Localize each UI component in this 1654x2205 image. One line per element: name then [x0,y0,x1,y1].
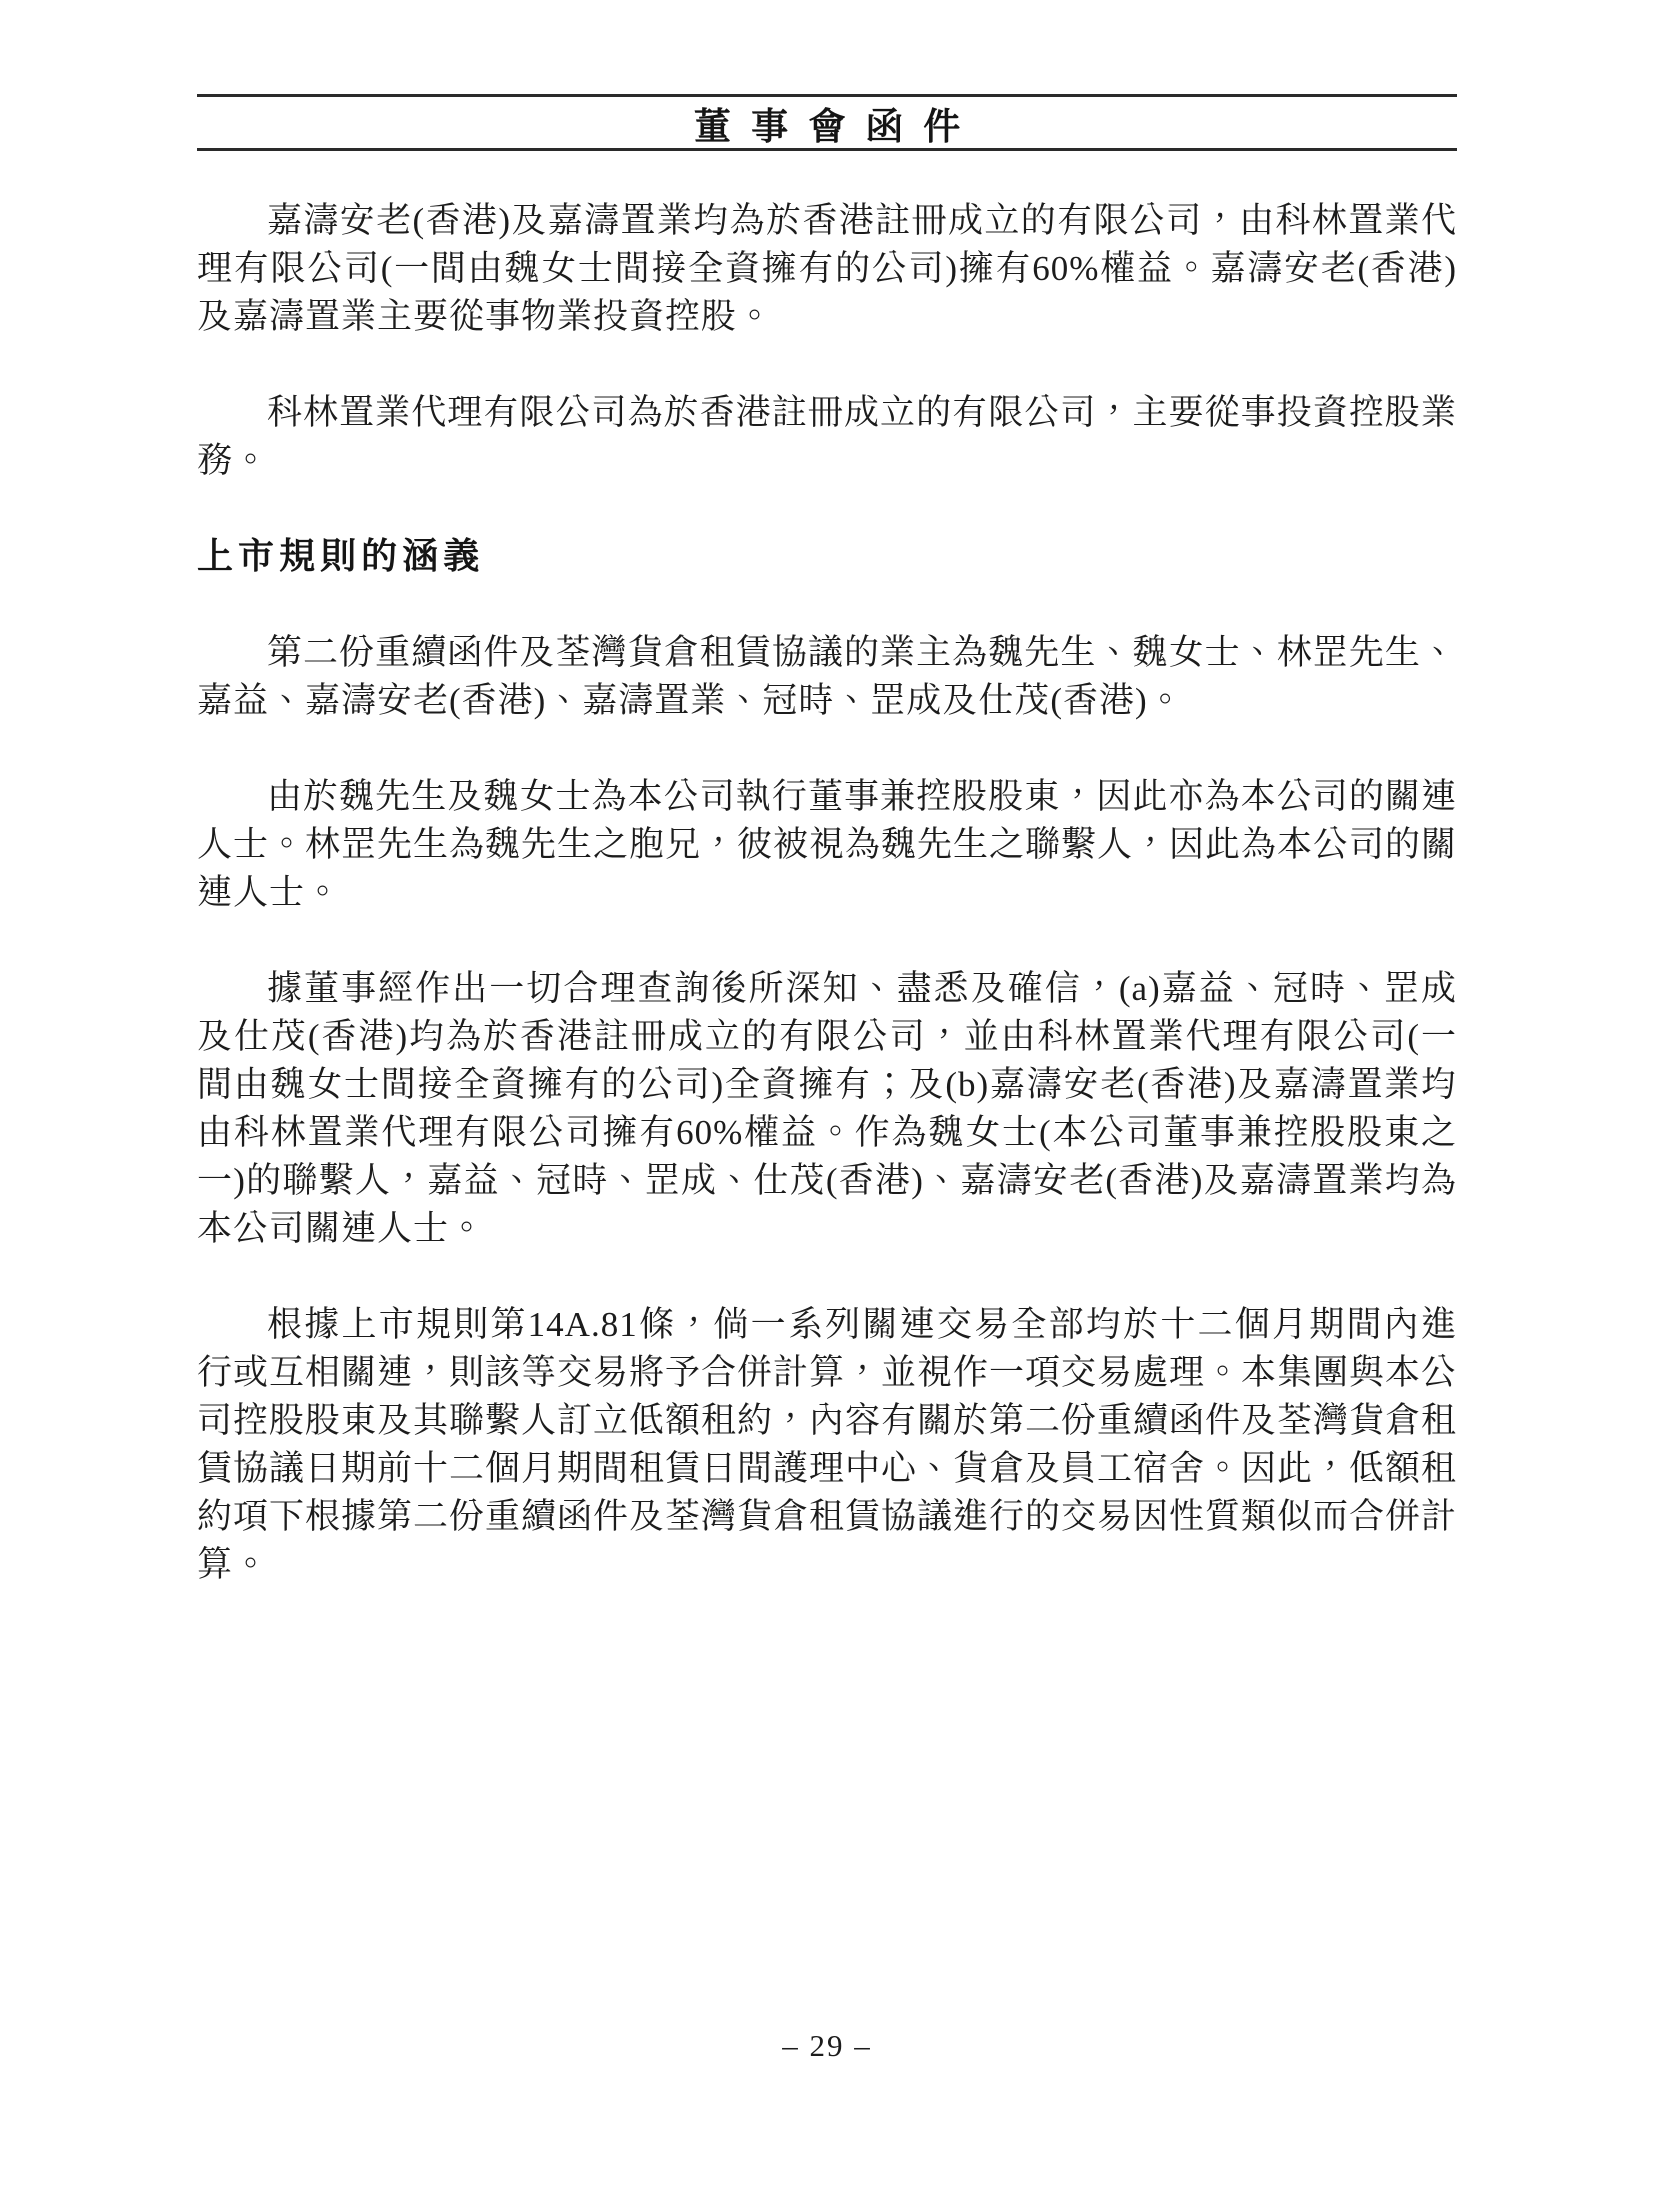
page-header-title: 董事會函件 [693,105,981,147]
page-footer [0,2028,1654,2064]
intro-paragraph-2: 科林置業代理有限公司為於香港註冊成立的有限公司，主要從事投資控股業務。 [197,393,1457,480]
body-text [197,197,1457,1589]
section-heading-listing-rules-implications: 上市規則的涵義 [197,535,485,576]
intro-paragraph-1: 嘉濤安老(香港)及嘉濤置業均為於香港註冊成立的有限公司，由科林置業代理有限公司(一間由魏女士間接全資擁有的公司)擁有60%權益。嘉濤安老(香港)及嘉濤置業主要從事物業投資控股。 [197,201,1457,336]
section-paragraph-1: 第二份重續函件及荃灣貨倉租賃協議的業主為魏先生、魏女士、林罡先生、嘉益、嘉濤安老(香港)、嘉濤置業、冠時、罡成及仕茂(香港)。 [197,633,1457,720]
page-number: – 29 – [782,2028,872,2063]
section-paragraph-3: 據董事經作出一切合理查詢後所深知、盡悉及確信，(a)嘉益、冠時、罡成及仕茂(香港)均為於香港註冊成立的有限公司，並由科林置業代理有限公司(一間由魏女士間接全資擁有的公司)全資擁有；及(b)嘉濤安老(香港)及嘉濤置業均由科林置業代理有限公司擁有60%權益。作為魏女士(本公司董事兼控股股東之一)的聯繫人，嘉益、冠時、罡成、仕茂(香港)、嘉濤安老(香港)及嘉濤置業均為本公司關連人士。 [197,969,1457,1248]
page-content [197,0,1457,1589]
page-header [197,94,1457,151]
section-paragraph-4: 根據上市規則第14A.81條，倘一系列關連交易全部均於十二個月期間內進行或互相關連，則該等交易將予合併計算，並視作一項交易處理。本集團與本公司控股股東及其聯繫人訂立低額租約，內容有關於第二份重續函件及荃灣貨倉租賃協議日期前十二個月期間租賃日間護理中心、貨倉及員工宿舍。因此，低額租約項下根據第二份重續函件及荃灣貨倉租賃協議進行的交易因性質類似而合併計算。 [197,1305,1458,1584]
section-paragraph-2: 由於魏先生及魏女士為本公司執行董事兼控股股東，因此亦為本公司的關連人士。林罡先生為魏先生之胞兄，彼被視為魏先生之聯繫人，因此為本公司的關連人士。 [197,777,1458,912]
